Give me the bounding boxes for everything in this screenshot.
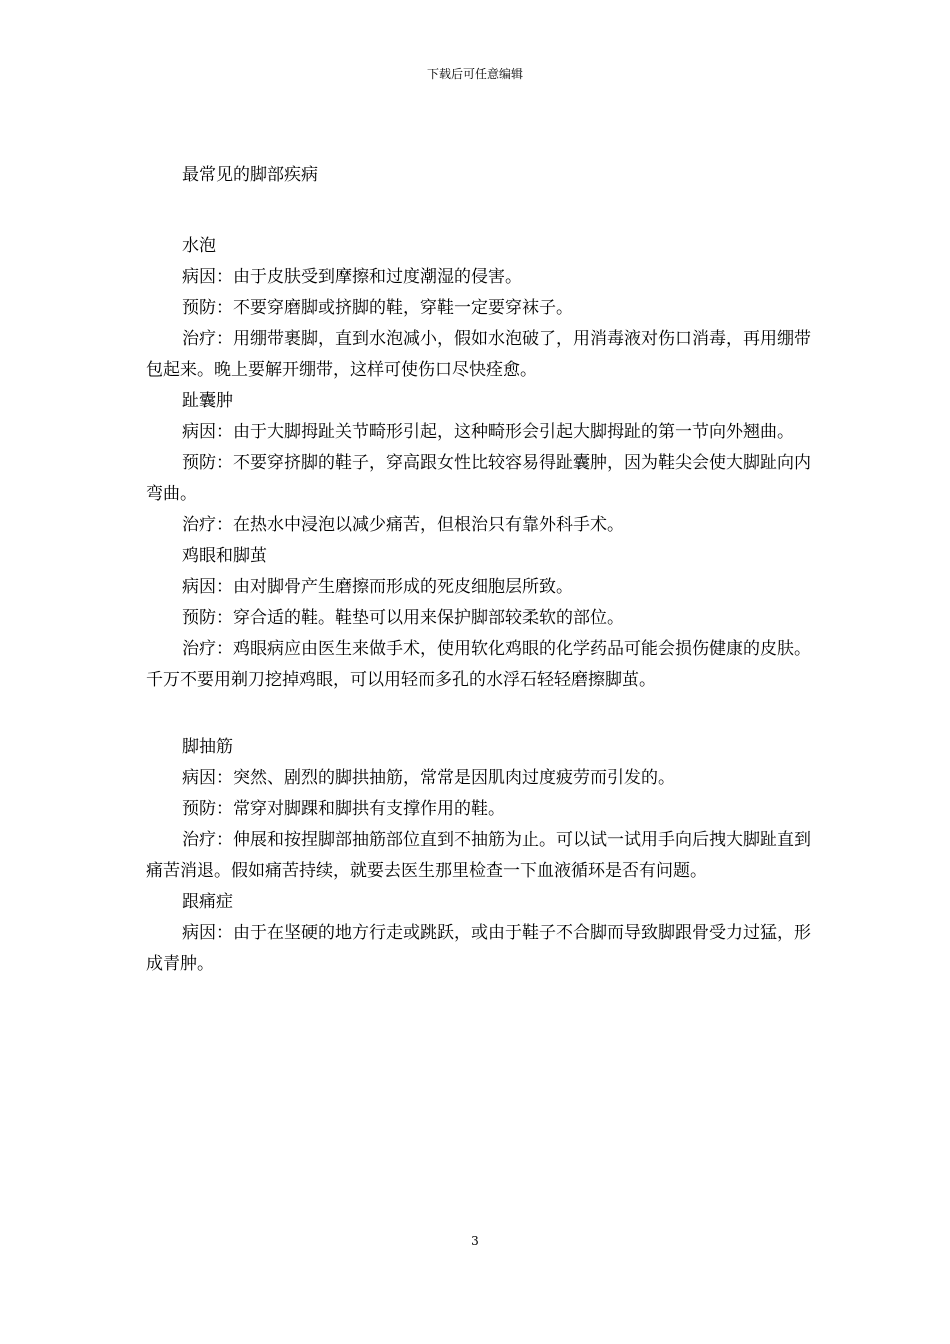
section-heading-bunion: 趾囊肿 — [182, 391, 233, 411]
paragraph: 治疗：在热水中浸泡以减少痛苦，但根治只有靠外科手术。 — [182, 515, 624, 535]
section-heading-blister: 水泡 — [182, 236, 216, 256]
page-number: 3 — [471, 1234, 479, 1248]
paragraph: 病因：由对脚骨产生磨擦而形成的死皮细胞层所致。 — [182, 577, 573, 597]
paragraph: 预防：不要穿磨脚或挤脚的鞋，穿鞋一定要穿袜子。 — [182, 298, 573, 318]
section-heading-cramp: 脚抽筋 — [182, 737, 233, 757]
paragraph: 病因：突然、剧烈的脚拱抽筋，常常是因肌肉过度疲劳而引发的。 — [182, 768, 675, 788]
section-heading-corns: 鸡眼和脚茧 — [182, 546, 267, 566]
paragraph: 病因：由于在坚硬的地方行走或跳跃，或由于鞋子不合脚而导致脚跟骨受力过猛，形成青肿。 — [146, 923, 811, 974]
paragraph: 治疗：用绷带裹脚，直到水泡减小，假如水泡破了，用消毒液对伤口消毒，再用绷带包起来。晚上要解开绷带，这样可使伤口尽快痊愈。 — [146, 329, 811, 380]
page-header: 下载后可任意编辑 — [426, 67, 523, 81]
paragraph: 治疗：鸡眼病应由医生来做手术，使用软化鸡眼的化学药品可能会损伤健康的皮肤。千万不要用剃刀挖掉鸡眼，可以用轻而多孔的水浮石轻轻磨擦脚茧。 — [146, 639, 811, 690]
section-heading-heel-pain: 跟痛症 — [182, 892, 233, 912]
paragraph: 预防：穿合适的鞋。鞋垫可以用来保护脚部较柔软的部位。 — [182, 608, 624, 628]
paragraph: 病因：由于皮肤受到摩擦和过度潮湿的侵害。 — [182, 267, 522, 287]
paragraph: 预防：不要穿挤脚的鞋子，穿高跟女性比较容易得趾囊肿，因为鞋尖会使大脚趾向内弯曲。 — [146, 453, 811, 504]
paragraph: 预防：常穿对脚踝和脚拱有支撑作用的鞋。 — [182, 799, 505, 819]
paragraph: 治疗：伸展和按捏脚部抽筋部位直到不抽筋为止。可以试一试用手向后拽大脚趾直到痛苦消退。假如痛苦持续，就要去医生那里检查一下血液循环是否有问题。 — [146, 830, 811, 881]
paragraph: 病因：由于大脚拇趾关节畸形引起，这种畸形会引起大脚拇趾的第一节向外翘曲。 — [182, 422, 794, 442]
document-title: 最常见的脚部疾病 — [182, 165, 318, 185]
document-body — [146, 160, 826, 980]
